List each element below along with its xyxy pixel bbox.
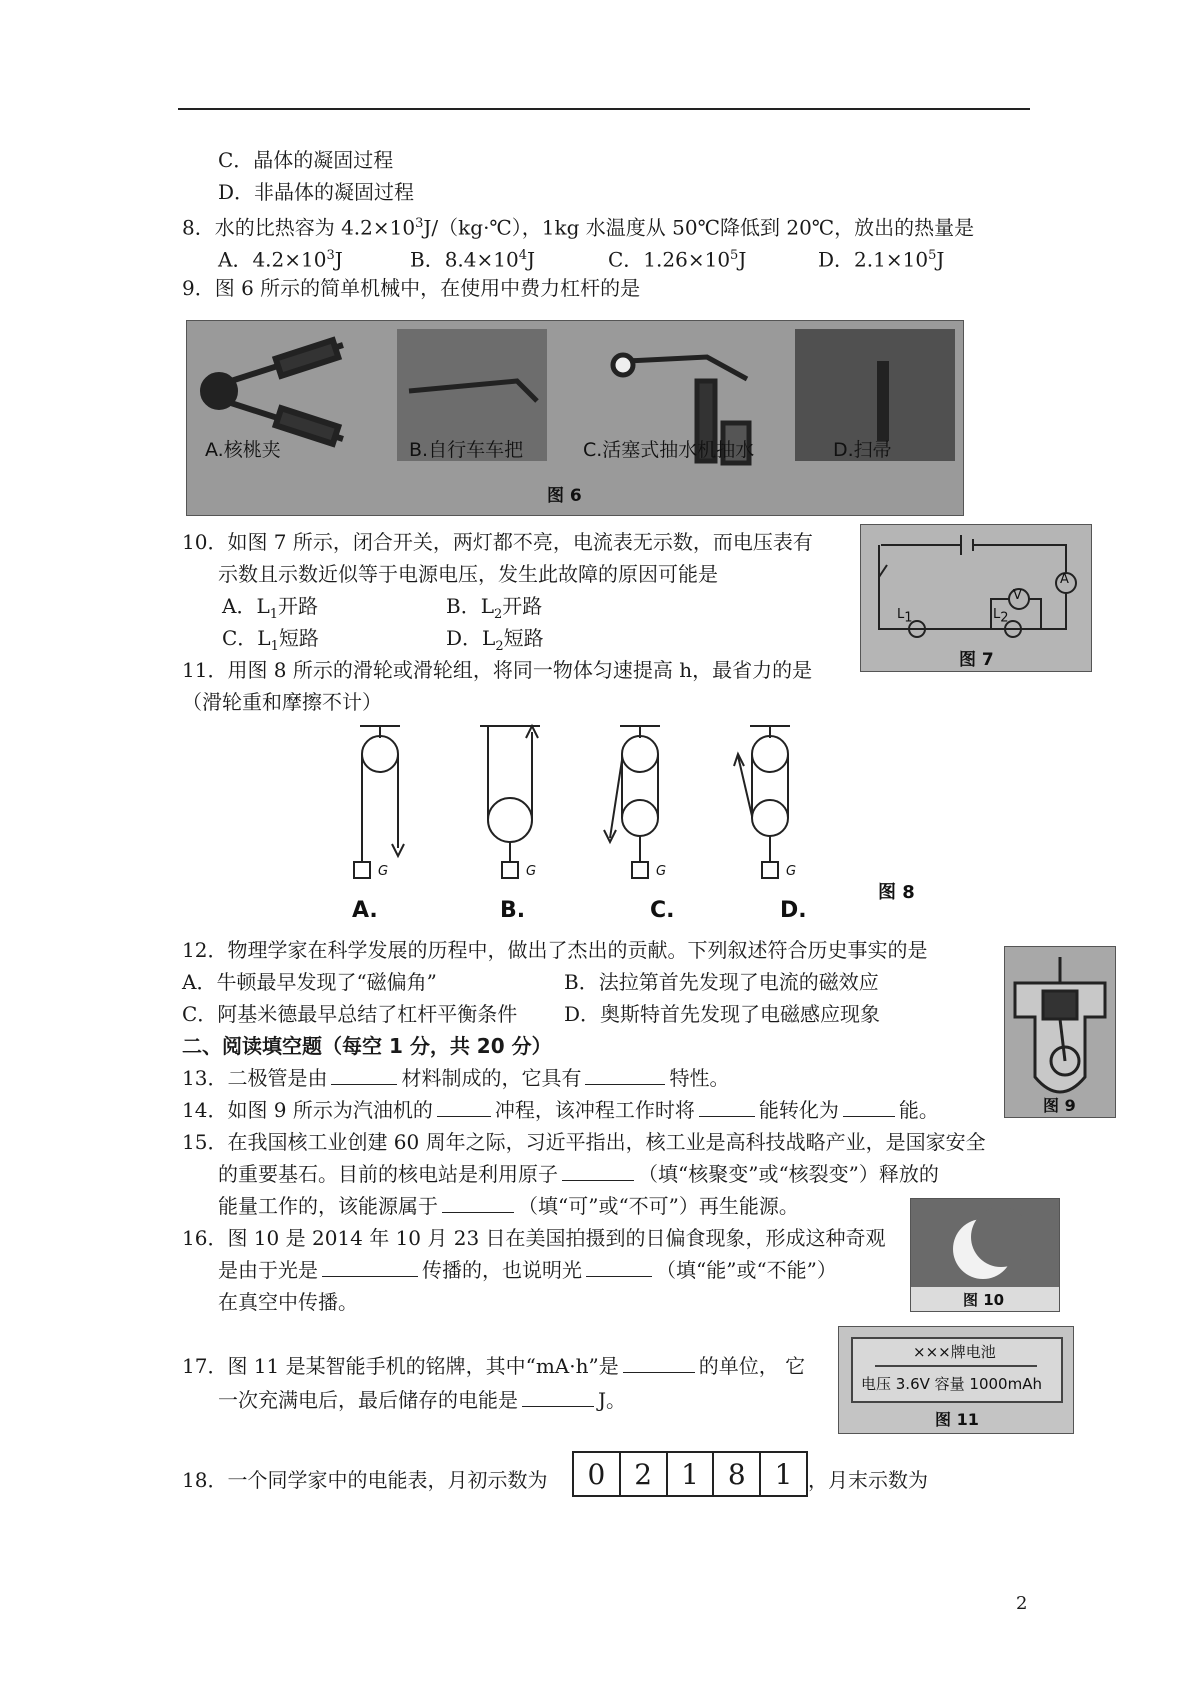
fig6-caption: 图 6 [547,486,582,506]
q13-blank-1[interactable] [331,1064,397,1085]
battery-brand: ×××牌电池 [913,1343,996,1361]
fig8-label-c: C. [650,898,675,923]
q14-blank-2[interactable] [699,1096,755,1117]
q18-text-b: ，月末示数为 [808,1468,928,1492]
q14-blank-1[interactable] [437,1096,491,1117]
figure-11 [838,1326,1074,1434]
q8-option-d: D．$2.1\times 10^5J$ [818,247,945,272]
q16-blank-2[interactable] [586,1256,652,1277]
q15-blank-2[interactable] [442,1192,514,1213]
q8-stem [182,210,974,242]
energy-meter-start-reading [572,1451,808,1497]
q8-option-a: A．$4.2\times 10^3J$ [218,247,343,272]
q12-option-d: D．奥斯特首先发现了电磁感应现象 [564,1002,881,1026]
q11-line1: 11．用图 8 所示的滑轮或滑轮组，将同一物体匀速提高 h，最省力的是 [182,658,813,682]
fig7-caption: 图 7 [959,650,994,670]
q15-line1: 15．在我国核工业创建 60 周年之际，习近平指出，核工业是高科技战略产业，是国家安全 [182,1130,986,1154]
q15-blank-1[interactable] [562,1160,634,1181]
q15-line2: 的重要基石。目前的核电站是利用原子 （填“核聚变”或“核裂变”）释放的 [218,1162,939,1186]
section-2-title: 二、阅读填空题（每空 1 分，共 20 分） [182,1034,552,1058]
q18-text-a: 18．一个同学家中的电能表，月初示数为 [182,1468,548,1492]
q7-option-c: C．晶体的凝固过程 [218,148,394,172]
q16-line3: 在真空中传播。 [218,1290,358,1314]
meter-digit: 8 [714,1453,761,1495]
header-rule [178,108,1030,110]
q14: 14．如图 9 所示为汽油机的 冲程，该冲程工作时将 能转化为 能。 [182,1098,939,1122]
q16-line2: 是由于光是 传播的，也说明光 （填“能”或“不能”） [218,1258,837,1282]
q10-option-c: C．$L_1$短路 [222,626,319,654]
ammeter-label: A [1060,572,1069,587]
q11-line2: （滑轮重和摩擦不计） [182,690,382,714]
q8-stem-text-2: J/（kg·℃），1kg 水温度从 50℃降低到 20℃，放出的热量是 [423,215,975,240]
q13-blank-2[interactable] [585,1064,665,1085]
q15-line3: 能量工作的，该能源属于 （填“可”或“不可”）再生能源。 [218,1194,799,1218]
q10-option-d: D．$L_2$短路 [446,626,544,654]
q13: 13．二极管是由 材料制成的，它具有 特性。 [182,1066,730,1090]
weight-a: G [378,864,389,879]
fig8-label-d: D. [780,898,807,923]
fig6-label-d: D.扫帚 [833,439,892,461]
voltmeter-label: V [1013,588,1022,603]
weight-d: G [786,864,797,879]
nutcracker-icon [203,340,343,444]
page-number: 2 [1016,1593,1028,1614]
engine-diagram [1005,947,1115,1117]
figure-7 [860,524,1092,672]
q17-line2: 一次充满电后，最后储存的电能是 J。 [218,1388,627,1412]
fig8-caption: 图 8 [878,882,915,903]
fig8-label-a: A. [352,898,378,923]
weight-c: G [656,864,667,879]
q10-option-a: A．$L_1$开路 [222,594,319,622]
q9-stem: 9．图 6 所示的简单机械中，在使用中费力杠杆的是 [182,276,641,300]
figure-9 [1004,946,1116,1118]
q17-blank-2[interactable] [522,1386,594,1407]
q7-option-d: D．非晶体的凝固过程 [218,180,415,204]
q16-blank-1[interactable] [322,1256,418,1277]
q10-line2: 示数且示数近似等于电源电压，发生此故障的原因可能是 [218,562,718,586]
fig6-label-b: B.自行车车把 [409,439,524,461]
q8-option-b: B．$8.4\times 10^4J$ [410,247,536,272]
figure-10 [910,1198,1060,1312]
lamp2-label: L2 [993,607,1009,626]
q17-blank-1[interactable] [623,1352,695,1373]
q17-line1: 17．图 11 是某智能手机的铭牌，其中“mA·h”是 的单位， 它 [182,1354,806,1378]
fig11-caption: 图 11 [935,1410,979,1429]
meter-digit: 0 [574,1453,621,1495]
q12-option-c: C．阿基米德最早总结了杠杆平衡条件 [182,1002,518,1026]
fig8-label-b: B. [500,898,526,923]
weight-b: G [526,864,537,879]
q14-blank-3[interactable] [843,1096,895,1117]
fig10-caption: 图 10 [963,1291,1005,1309]
q8-stem-text: 8．水的比热容为 4.2×10 [182,215,416,240]
q16-line1: 16．图 10 是 2014 年 10 月 23 日在美国拍摄到的日偏食现象，形成这种奇观 [182,1226,886,1250]
q8-option-c: C．$1.26\times 10^5J$ [608,247,747,272]
battery-spec: 电压 3.6V 容量 1000mAh [861,1375,1042,1393]
meter-digit: 1 [774,1457,793,1491]
q12-option-b: B．法拉第首先发现了电流的磁效应 [564,970,879,994]
lamp1-label: L1 [897,607,913,626]
q8-stem-exponent: 3 [415,216,424,231]
q10-line1: 10．如图 7 所示，闭合开关，两灯都不亮，电流表无示数，而电压表有 [182,530,813,554]
q12-stem: 12．物理学家在科学发展的历程中，做出了杰出的贡献。下列叙述符合历史事实的是 [182,938,928,962]
figure-6 [186,320,964,516]
figure-8-pulleys [340,720,880,900]
q12-option-a: A．牛顿最早发现了“磁偏角” [182,970,437,994]
fig6-label-a: A.核桃夹 [205,439,281,461]
fig6-label-c: C.活塞式抽水机抽水 [583,439,755,461]
meter-digit: 2 [621,1453,668,1495]
q10-option-b: B．$L_2$开路 [446,594,543,622]
fig9-caption: 图 9 [1043,1096,1076,1115]
meter-digit: 1 [668,1453,715,1495]
